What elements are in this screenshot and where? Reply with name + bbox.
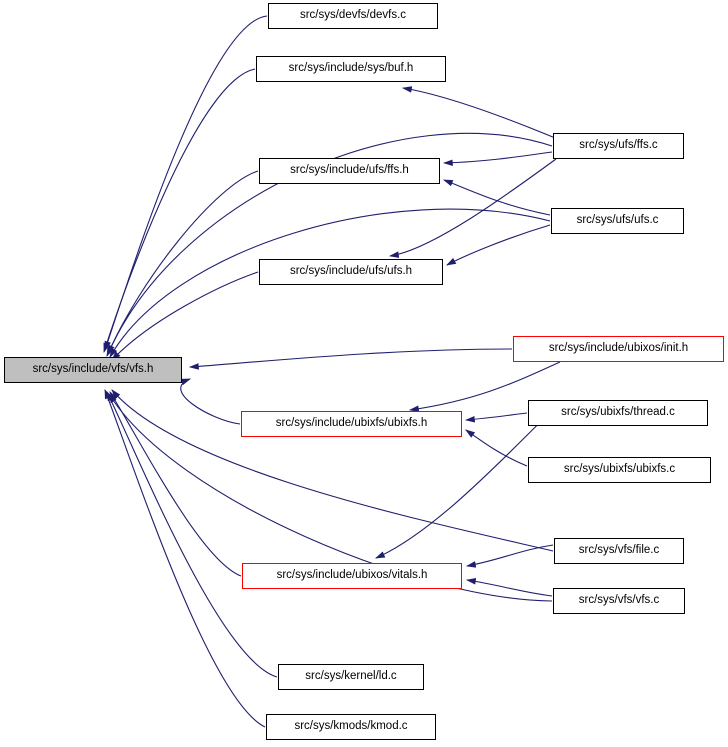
graph-node-devfs-c[interactable]: src/sys/devfs/devfs.c [268,3,438,29]
graph-node-ffs-c[interactable]: src/sys/ufs/ffs.c [553,133,684,159]
graph-node-ufs-h[interactable]: src/sys/include/ufs/ufs.h [259,259,443,285]
graph-node-ubixfs-h[interactable]: src/sys/include/ubixfs/ubixfs.h [241,411,462,437]
graph-node-vitals-h[interactable]: src/sys/include/ubixos/vitals.h [242,563,462,589]
graph-node-buf-h[interactable]: src/sys/include/sys/buf.h [256,56,446,82]
graph-node-vfs-c[interactable]: src/sys/vfs/vfs.c [553,588,685,614]
graph-node-init-h[interactable]: src/sys/include/ubixos/init.h [513,336,724,362]
graph-node-ffs-h[interactable]: src/sys/include/ufs/ffs.h [259,158,440,184]
graph-node-ufs-c[interactable]: src/sys/ufs/ufs.c [551,208,684,234]
graph-node-thread-c[interactable]: src/sys/ubixfs/thread.c [528,400,708,426]
graph-node-ld-c[interactable]: src/sys/kernel/ld.c [278,664,424,690]
graph-node-ubixfs-c[interactable]: src/sys/ubixfs/ubixfs.c [528,457,711,483]
graph-node-file-c[interactable]: src/sys/vfs/file.c [554,538,684,564]
graph-node-root[interactable]: src/sys/include/vfs/vfs.h [4,357,182,383]
graph-node-kmod-c[interactable]: src/sys/kmods/kmod.c [266,714,436,740]
